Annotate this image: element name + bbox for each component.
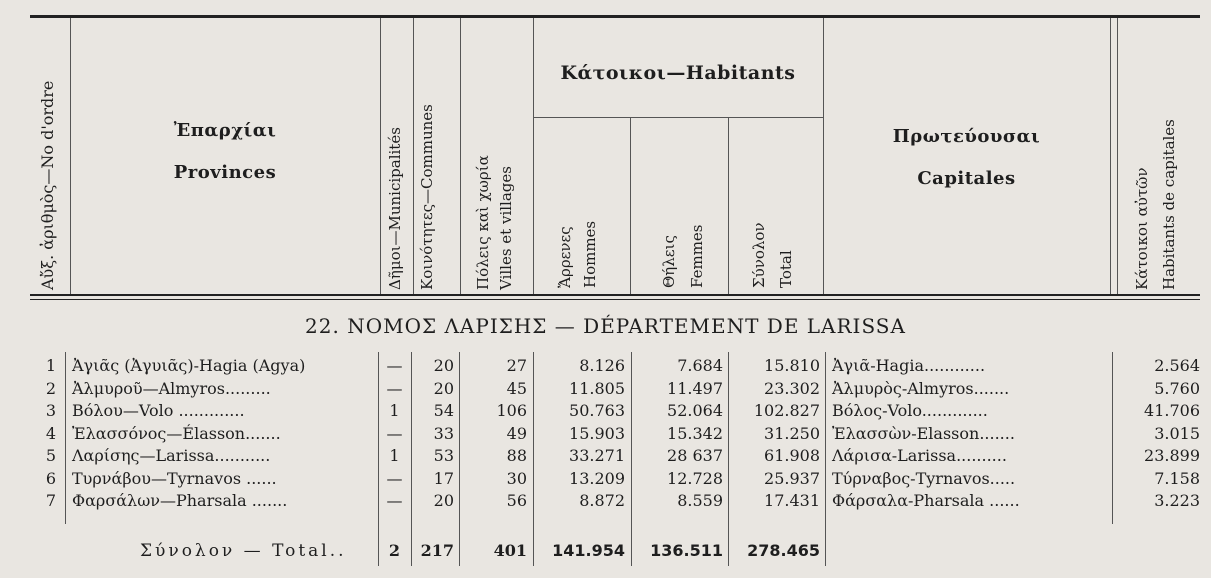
total-value: 25.937 — [764, 468, 820, 488]
villes-value: 88 — [506, 446, 527, 465]
total-femmes: 136.511 — [650, 541, 723, 560]
row-number: 2 — [45, 378, 56, 398]
municipalites-header: Δῆμοι—Municipalités — [386, 127, 404, 290]
table-row — [0, 401, 1211, 423]
header-divider — [728, 118, 729, 294]
hab-cap-header-gr: Κάτοικοι αὐτῶν — [1133, 167, 1151, 290]
femmes-value: 12.728 — [667, 468, 723, 488]
femmes-value: 8.559 — [677, 491, 723, 510]
hommes-value: 11.805 — [569, 378, 625, 398]
total-value: 15.810 — [764, 356, 820, 375]
hommes-value: 50.763 — [569, 401, 625, 420]
capital-habitants: 3.015 — [1154, 423, 1200, 443]
municipalites-value: — — [386, 378, 403, 398]
header-bottom-rule — [30, 294, 1200, 296]
total-row — [0, 541, 1211, 563]
table-row — [0, 469, 1211, 491]
femmes-value: 28 637 — [667, 446, 723, 465]
municipalites-value: 1 — [389, 446, 400, 465]
total-hommes: 141.954 — [552, 541, 625, 560]
province-name: Φαρσάλων—Pharsala ....... — [72, 491, 288, 510]
capital-habitants: 2.564 — [1154, 356, 1200, 375]
hommes-value: 33.271 — [569, 446, 625, 465]
province-name: Ἀλμυροῦ—Almyros......... — [72, 378, 271, 398]
total-label: Σύνολον — Total.. — [140, 541, 347, 561]
header-divider — [1110, 18, 1111, 294]
municipalites-value: — — [386, 356, 403, 375]
habitants-subrule — [533, 117, 823, 118]
table-row — [0, 356, 1211, 378]
capital-habitants: 5.760 — [1154, 378, 1200, 398]
capitales-header-gr: Πρωτεύουσαι — [892, 126, 1041, 147]
villes-value: 106 — [496, 401, 527, 420]
capital-habitants: 3.223 — [1154, 491, 1200, 510]
femmes-value: 52.064 — [667, 401, 723, 420]
province-header-fr: Provinces — [173, 162, 277, 183]
row-number: 5 — [45, 446, 56, 465]
capitales-header-fr: Capitales — [917, 168, 1016, 189]
hommes-value: 13.209 — [569, 468, 625, 488]
hab-cap-header-fr: Habitants de capitales — [1160, 119, 1178, 290]
total-value: 61.908 — [764, 446, 820, 465]
villes-value: 56 — [506, 491, 527, 510]
hommes-value: 8.126 — [579, 356, 625, 375]
capital-name: Ἀγιᾶ-Hagia............ — [832, 356, 986, 375]
total-value: 17.431 — [764, 491, 820, 510]
municipalites-value: — — [386, 468, 403, 488]
communes-value: 20 — [433, 356, 454, 375]
total-value: 23.302 — [764, 378, 820, 398]
header-divider — [1117, 18, 1118, 294]
row-number: 1 — [45, 356, 56, 375]
header-divider — [630, 118, 631, 294]
total-header-gr: Σύνολον — [750, 222, 768, 288]
header-divider — [413, 18, 414, 294]
top-rule — [30, 15, 1200, 18]
femmes-value: 15.342 — [667, 423, 723, 443]
province-header-gr: Ἐπαρχίαι — [173, 120, 277, 141]
total-value: 31.250 — [764, 423, 820, 443]
communes-header: Κοινότητες—Communes — [418, 104, 436, 290]
header-divider — [533, 18, 534, 294]
province-name: Ἀγιᾶς (Ἀγυιᾶς)-Hagia (Agya) — [72, 356, 306, 375]
province-name: Τυρνάβου—Tyrnavos ...... — [72, 468, 277, 488]
femmes-header-gr: Θήλεις — [660, 235, 678, 288]
municipalites-value: — — [386, 491, 403, 510]
capital-habitants: 41.706 — [1144, 401, 1200, 420]
header-divider — [380, 18, 381, 294]
capital-name: Λάρισα-Larissa.......... — [832, 446, 1007, 465]
communes-value: 53 — [433, 446, 454, 465]
province-name: Ἐλασσόνος—Élasson....... — [72, 423, 281, 443]
total-municipalites: 2 — [388, 541, 401, 560]
capital-name: Φάρσαλα-Pharsala ...... — [832, 491, 1020, 510]
row-number: 7 — [45, 491, 56, 510]
header-divider — [823, 18, 824, 294]
row-number: 3 — [45, 401, 56, 420]
total-header-fr: Total — [777, 250, 795, 288]
capital-habitants: 23.899 — [1144, 446, 1200, 465]
hommes-value: 8.872 — [579, 491, 625, 510]
table-row — [0, 379, 1211, 401]
total-villes: 401 — [493, 541, 527, 560]
municipalites-value: — — [386, 423, 403, 443]
villes-value: 49 — [506, 423, 527, 443]
hommes-value: 15.903 — [569, 423, 625, 443]
hommes-header-gr: Ἄρρενες — [556, 226, 574, 288]
villes-header-fr: Villes et villages — [497, 166, 515, 290]
femmes-header-fr: Femmes — [688, 224, 706, 288]
header-divider — [70, 18, 71, 294]
villes-value: 45 — [506, 378, 527, 398]
communes-value: 17 — [433, 468, 454, 488]
table-row — [0, 424, 1211, 446]
province-name: Βόλου—Volo ............. — [72, 401, 245, 420]
table-row — [0, 446, 1211, 468]
total-total: 278.465 — [747, 541, 820, 560]
col-no-header: Αὔξ. ἀριθμὸς—No d'ordre — [38, 80, 57, 290]
capital-name: Ἐλασσὼν-Elasson....... — [832, 423, 1015, 443]
total-communes: 217 — [420, 541, 454, 560]
villes-header-gr: Πόλεις καὶ χωρία — [474, 155, 492, 290]
header-divider — [460, 18, 461, 294]
total-value: 102.827 — [753, 401, 820, 420]
villes-value: 27 — [506, 356, 527, 375]
row-number: 4 — [45, 423, 56, 443]
communes-value: 33 — [433, 423, 454, 443]
communes-value: 54 — [433, 401, 454, 420]
municipalites-value: 1 — [389, 401, 400, 420]
femmes-value: 11.497 — [667, 378, 723, 398]
communes-value: 20 — [433, 491, 454, 510]
villes-value: 30 — [506, 468, 527, 488]
capital-name: Ἀλμυρὸς-Almyros....... — [832, 378, 1010, 398]
femmes-value: 7.684 — [677, 356, 723, 375]
habitants-header: Κάτοικοι—Habitants — [560, 62, 796, 84]
province-name: Λαρίσης—Larissa........... — [72, 446, 271, 465]
header-bottom-rule-2 — [30, 299, 1200, 300]
communes-value: 20 — [433, 378, 454, 398]
department-title: 22. ΝΟΜΟΣ ΛΑΡΙΣΗΣ — DÉPARTEMENT DE LARISSA — [305, 314, 906, 338]
capital-name: Βόλος-Volo............. — [832, 401, 988, 420]
hommes-header-fr: Hommes — [581, 220, 599, 288]
table-row — [0, 491, 1211, 513]
row-number: 6 — [45, 468, 56, 488]
capital-name: Τύρναβος-Tyrnavos..... — [832, 468, 1016, 488]
capital-habitants: 7.158 — [1154, 468, 1200, 488]
